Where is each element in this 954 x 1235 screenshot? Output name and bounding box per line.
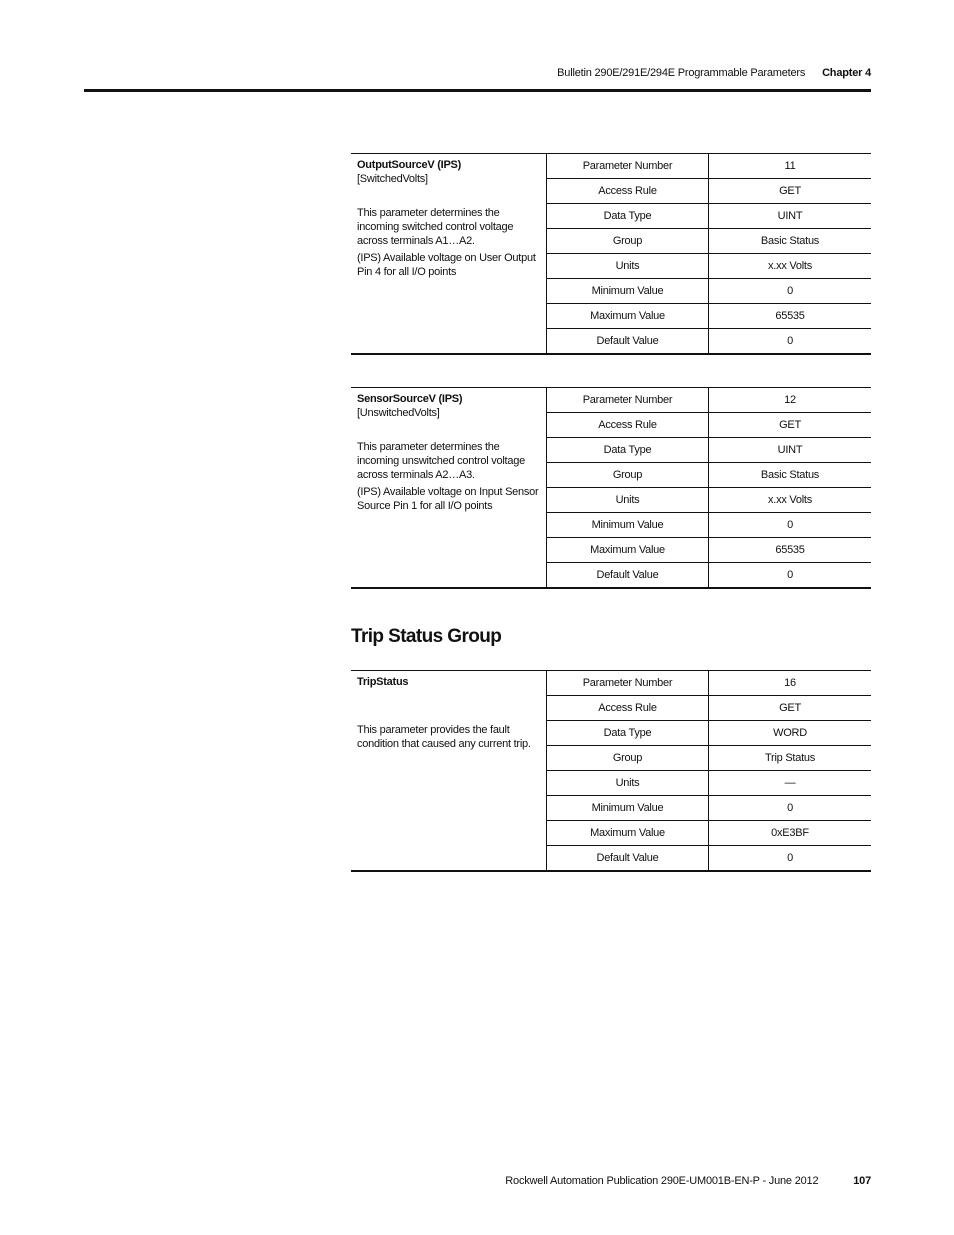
table-row [547, 513, 872, 538]
param-info [351, 154, 546, 353]
row-label: Units [547, 771, 709, 796]
row-label: Units [547, 254, 709, 279]
row-value: Trip Status [709, 746, 872, 771]
row-value: 0 [709, 513, 872, 538]
row-value: 0 [709, 563, 872, 588]
param-block-sensorsourcev [351, 387, 871, 589]
param-name: SensorSourceV (IPS) [357, 393, 463, 405]
row-label: Parameter Number [547, 154, 709, 179]
table-row [547, 304, 872, 329]
row-label: Default Value [547, 563, 709, 588]
row-value: UINT [709, 438, 872, 463]
row-value: GET [709, 179, 872, 204]
row-label: Maximum Value [547, 538, 709, 563]
param-description-line: This parameter determines the incoming switched control voltage across terminals A1…A2. [357, 207, 514, 247]
table-row [547, 821, 872, 846]
table-row [547, 329, 872, 354]
row-value: WORD [709, 721, 872, 746]
param-block-tripstatus [351, 670, 871, 872]
row-label: Data Type [547, 204, 709, 229]
section-title: Trip Status Group [351, 626, 502, 647]
row-label: Parameter Number [547, 388, 709, 413]
row-label: Parameter Number [547, 671, 709, 696]
row-label: Maximum Value [547, 821, 709, 846]
param-block-outputsourcev [351, 153, 871, 355]
table-row [547, 204, 872, 229]
table-row [547, 746, 872, 771]
row-label: Access Rule [547, 179, 709, 204]
row-value: 0 [709, 846, 872, 871]
page-header [557, 67, 871, 79]
row-value: UINT [709, 204, 872, 229]
table-row [547, 488, 872, 513]
param-description [357, 440, 540, 513]
row-value: 0 [709, 279, 872, 304]
row-label: Group [547, 463, 709, 488]
param-description-line: This parameter determines the incoming unswitched control voltage across terminals A2…A3. [357, 441, 525, 481]
table-row [547, 254, 872, 279]
table-row [547, 413, 872, 438]
table-row [547, 388, 872, 413]
param-description [357, 206, 540, 279]
param-name: OutputSourceV (IPS) [357, 159, 462, 171]
row-value: 0xE3BF [709, 821, 872, 846]
table-row [547, 671, 872, 696]
param-description [357, 723, 540, 751]
row-label: Group [547, 746, 709, 771]
table-row [547, 796, 872, 821]
page-footer [505, 1175, 871, 1187]
param-description-line: (IPS) Available voltage on User Output Pin 4 for all I/O points [357, 252, 536, 278]
param-name: TripStatus [357, 676, 409, 688]
row-label: Access Rule [547, 696, 709, 721]
table-row [547, 229, 872, 254]
row-label: Default Value [547, 329, 709, 354]
table-row [547, 846, 872, 871]
row-value: x.xx Volts [709, 488, 872, 513]
header-chapter: Chapter 4 [822, 67, 871, 79]
param-alias [357, 689, 540, 703]
table-row [547, 154, 872, 179]
param-table [546, 671, 871, 870]
row-label: Access Rule [547, 413, 709, 438]
param-info [351, 388, 546, 587]
table-row [547, 538, 872, 563]
table-row [547, 696, 872, 721]
row-value: 12 [709, 388, 872, 413]
param-table [546, 154, 871, 353]
param-table [546, 388, 871, 587]
row-value: 65535 [709, 538, 872, 563]
row-value: — [709, 771, 872, 796]
row-value: 65535 [709, 304, 872, 329]
row-label: Maximum Value [547, 304, 709, 329]
row-value: Basic Status [709, 229, 872, 254]
row-label: Default Value [547, 846, 709, 871]
row-value: Basic Status [709, 463, 872, 488]
row-label: Minimum Value [547, 513, 709, 538]
table-row [547, 179, 872, 204]
row-label: Data Type [547, 721, 709, 746]
param-description-line: This parameter provides the fault condition that caused any current trip. [357, 724, 531, 750]
param-alias: [UnswitchedVolts] [357, 407, 440, 419]
param-info [351, 671, 546, 870]
row-label: Units [547, 488, 709, 513]
row-label: Data Type [547, 438, 709, 463]
row-label: Minimum Value [547, 279, 709, 304]
header-rule [84, 89, 871, 92]
table-row [547, 721, 872, 746]
row-value: 0 [709, 796, 872, 821]
row-value: 11 [709, 154, 872, 179]
table-row [547, 438, 872, 463]
table-row [547, 563, 872, 588]
row-label: Minimum Value [547, 796, 709, 821]
table-row [547, 279, 872, 304]
row-value: 16 [709, 671, 872, 696]
row-value: x.xx Volts [709, 254, 872, 279]
param-alias: [SwitchedVolts] [357, 173, 428, 185]
row-value: 0 [709, 329, 872, 354]
table-row [547, 771, 872, 796]
table-row [547, 463, 872, 488]
footer-publication: Rockwell Automation Publication 290E-UM001B-EN-P - June 2012 [505, 1175, 819, 1187]
page-number: 107 [853, 1175, 871, 1187]
row-value: GET [709, 696, 872, 721]
header-title: Bulletin 290E/291E/294E Programmable Parameters [557, 67, 806, 79]
row-label: Group [547, 229, 709, 254]
row-value: GET [709, 413, 872, 438]
param-description-line: (IPS) Available voltage on Input Sensor Source Pin 1 for all I/O points [357, 486, 539, 512]
